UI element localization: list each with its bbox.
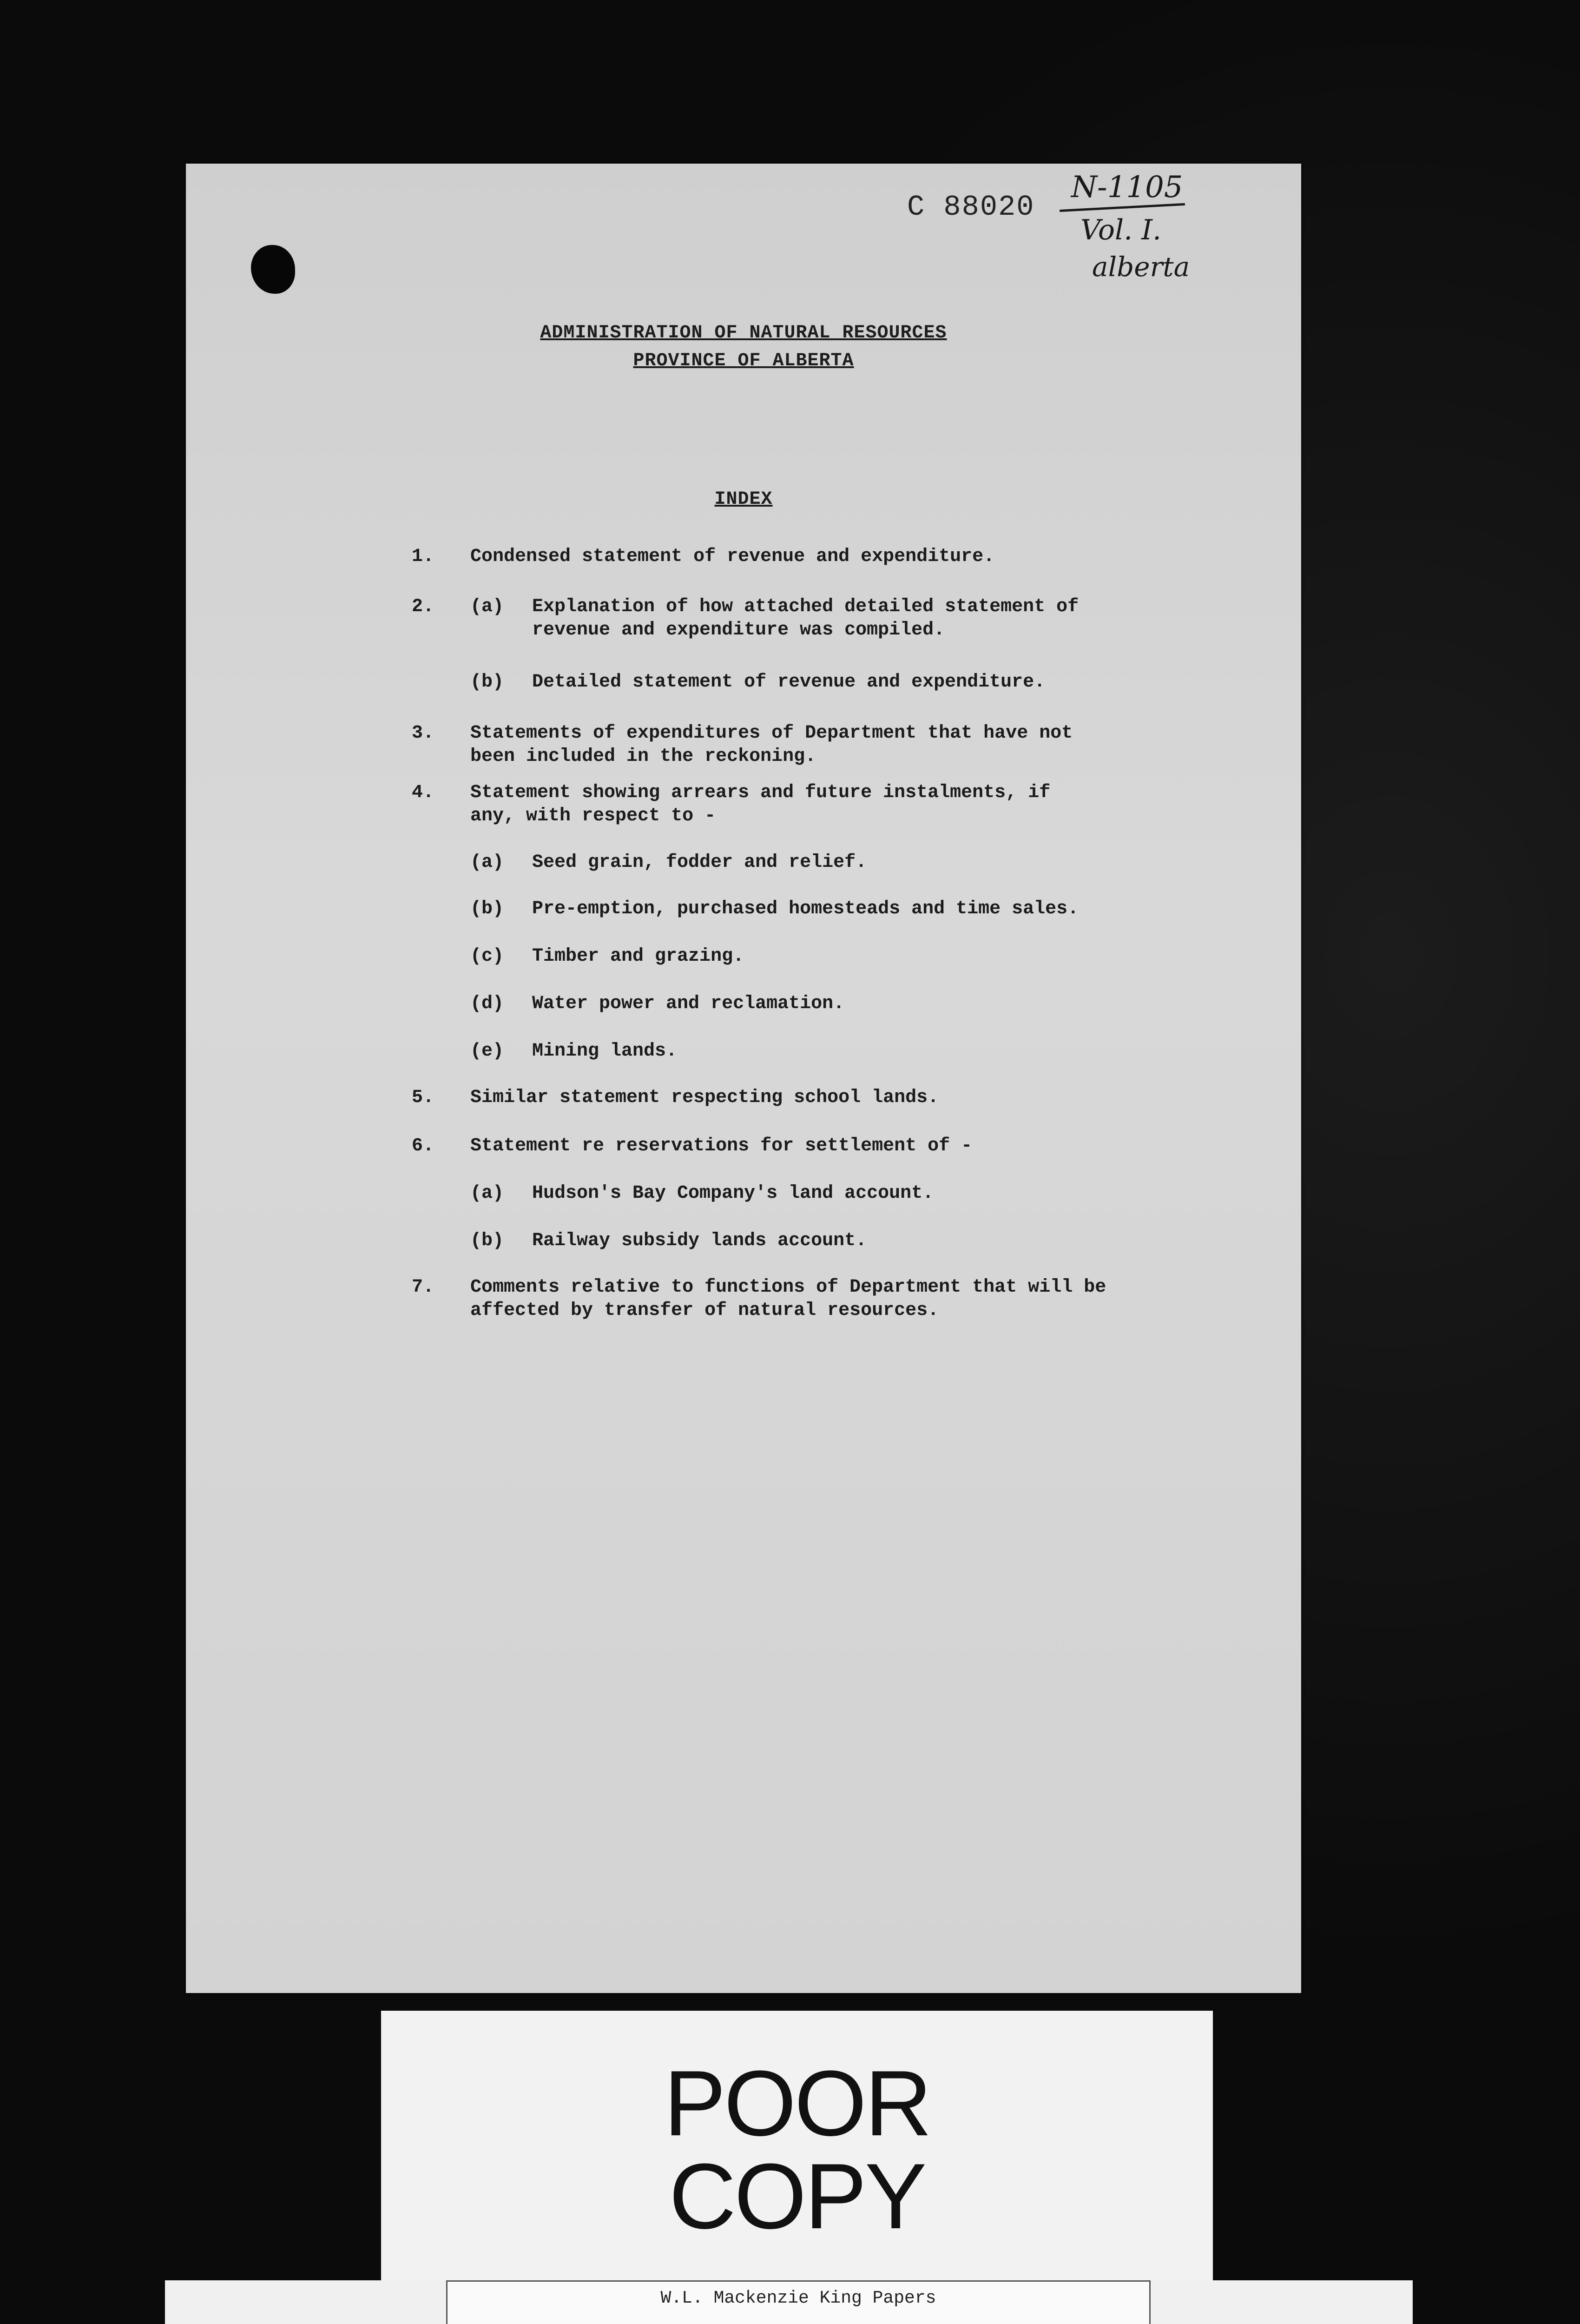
index-item-letter: (c) [470,946,504,967]
index-item-letter: (d) [470,993,504,1014]
index-item-text: Statement re reservations for settlement of - [470,1136,973,1156]
collection-name: W.L. Mackenzie King Papers [660,2288,936,2308]
document-page [186,164,1301,1993]
index-item-number: 3. [412,723,434,744]
index-item-text: Similar statement respecting school lands. [470,1087,939,1108]
index-item-number: 2. [412,596,434,617]
index-item-text: revenue and expenditure was compiled. [532,620,945,640]
index-item-number: 6. [412,1136,434,1156]
ink-blot [251,245,295,294]
index-item-number: 7. [412,1277,434,1298]
handwritten-note: Vol. I. [1080,214,1162,246]
reference-code: C 88020 [907,191,1035,224]
index-item-text: Explanation of how attached detailed statement of [532,596,1079,617]
index-item-text: Railway subsidy lands account. [532,1230,867,1251]
index-item-number: 1. [412,546,434,567]
document-heading: ADMINISTRATION OF NATURAL RESOURCES [540,323,947,343]
index-item-text: Detailed statement of revenue and expenditure. [532,672,1046,693]
index-title: INDEX [714,489,773,510]
poor-copy-card [381,2011,1213,2283]
poor-copy-label: COPY [669,2145,925,2248]
index-item-number: 4. [412,782,434,803]
collection-label [446,2280,1151,2324]
index-item-letter: (a) [470,852,504,873]
index-item-text: Water power and reclamation. [532,993,845,1014]
handwritten-note: alberta [1092,251,1190,283]
index-item-text: Comments relative to functions of Department that will be [470,1277,1106,1298]
index-item-text: Seed grain, fodder and relief. [532,852,867,873]
handwritten-note: N-1105 [1071,170,1183,205]
index-item-letter: (b) [470,898,504,919]
index-item-text: Statement showing arrears and future instalments, if [470,782,1051,803]
index-item-text: Condensed statement of revenue and expenditure. [470,546,995,567]
index-item-text: Hudson's Bay Company's land account. [532,1183,934,1204]
index-item-letter: (a) [470,596,504,617]
document-subheading: PROVINCE OF ALBERTA [633,350,854,371]
index-item-text: Statements of expenditures of Department that have not [470,723,1073,744]
index-item-letter: (e) [470,1041,504,1062]
index-item-text: Timber and grazing. [532,946,744,967]
index-item-letter: (b) [470,672,504,693]
index-item-text: been included in the reckoning. [470,746,816,767]
index-item-text: any, with respect to - [470,805,716,826]
index-item-text: Mining lands. [532,1041,678,1062]
index-item-letter: (b) [470,1230,504,1251]
poor-copy-label: POOR [664,2052,930,2155]
index-item-text: Pre-emption, purchased homesteads and time sales. [532,898,1079,919]
index-item-number: 5. [412,1087,434,1108]
index-item-letter: (a) [470,1183,504,1204]
index-item-text: affected by transfer of natural resources. [470,1300,939,1321]
